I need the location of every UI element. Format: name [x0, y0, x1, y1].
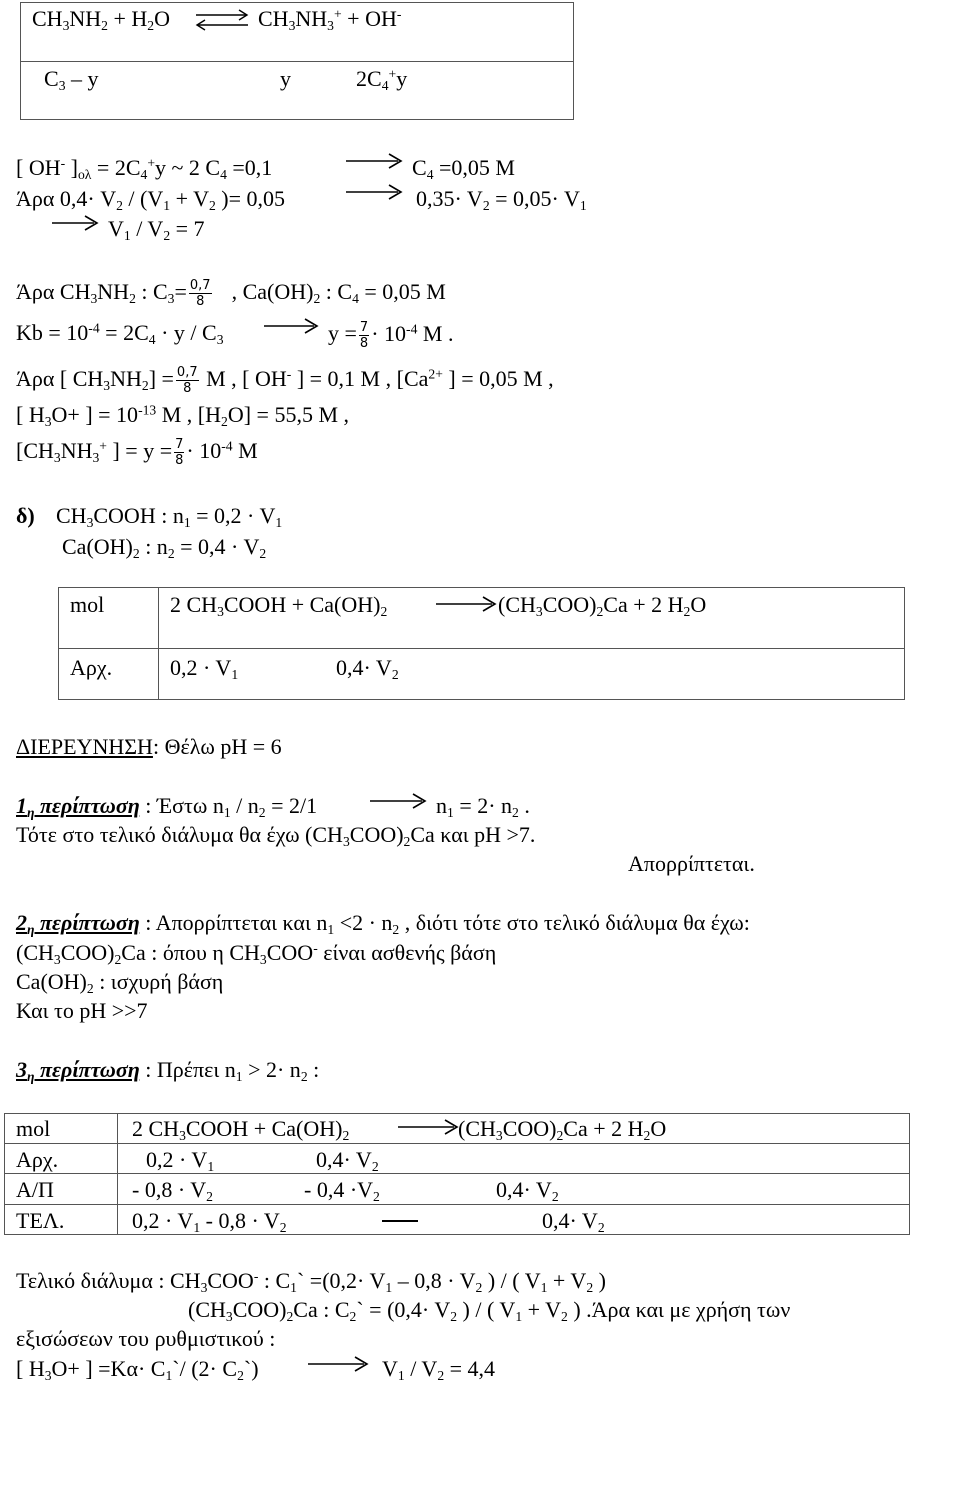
right-arrow-icon — [344, 181, 406, 203]
table2-reacted-label: Α/Π — [16, 1177, 54, 1202]
equilibrium-row2-c4y: $2C_4^+y$ — [356, 66, 408, 93]
equilibrium-double-arrow-icon — [192, 6, 252, 34]
table2-final-label: ΤΕΛ. — [16, 1208, 65, 1233]
table2-final-acid: $0,2 \cdot V_1 - 0,8 \cdot V_2$ — [132, 1208, 287, 1235]
volume-equation: $0,35\cdot V_2 = 0,05\cdot V_1$ — [416, 186, 587, 213]
ara-volumes-line: Άρα $0,4\cdot V_2 / (V_1 + V_2$ )= 0,05 — [16, 186, 286, 213]
final-solution-line2: $(CH_3COO)_2Ca$ : $C_2` = (0,4\cdot V_2$ ) / ( $V_1 + V_2$ ) .Άρα και με χρήση των — [188, 1297, 791, 1324]
kb-line: $Kb = 10^{-4} = 2C_4 \cdot y / C_3$ — [16, 320, 224, 347]
table2-row-divider — [4, 1204, 910, 1205]
ch3nh3-line: [$CH_3NH_3^+$ ] = y = $\frac{7}{8}$ · $10^{-4}$ M — [16, 437, 258, 468]
right-arrow-icon — [50, 212, 102, 234]
ara-concentrations-line: Άρα [ $CH_3NH_2$] = $\frac{0,7}{8}$ M , [ OH- ] = 0,1 M , [$Ca^{2+}$ ] = 0,05 M , — [16, 365, 554, 396]
delta-acetic-acid: $CH_3COOH$ : $n_1 = 0,2 \cdot V_1$ — [56, 503, 283, 530]
final-volume-ratio: $V_1 / V_2 = 4,4$ — [382, 1356, 496, 1383]
equilibrium-row2-y: y — [280, 66, 291, 91]
table2-column-divider — [117, 1113, 118, 1235]
table2-reactants: 2 $CH_3COOH + Ca(OH)_2$ — [132, 1116, 350, 1143]
table2-produced-salt: $0,4\cdot V_2$ — [496, 1177, 559, 1204]
delta-calcium-hydroxide: $Ca(OH)_2$ : $n_2 = 0,4 \cdot V_2$ — [62, 534, 267, 561]
case1-line: $1_\eta$ περίπτωση : Έστω $n_1 / n_2 = 2/1$ — [16, 793, 318, 820]
right-arrow-icon — [262, 315, 322, 337]
table2-final-salt: $0,4\cdot V_2$ — [542, 1208, 605, 1235]
final-solution-line3: εξισώσεων του ρυθμιστικού : — [16, 1326, 276, 1351]
case2-weak-base: $(CH_3COO)_2Ca$ : όπου η $CH_3COO^-$ είναι ασθενής βάση — [16, 940, 497, 967]
case2-ph: Και το pH >>7 — [16, 998, 148, 1023]
y-result: y = $\frac{7}{8}$ · $10^{-4}$ M . — [328, 320, 454, 351]
table2-reacted-acid: - $0,8 \cdot V_2$ — [132, 1177, 213, 1204]
equilibrium-row2-c3: $C_3$ – y — [44, 66, 99, 93]
case2-line: $2_\eta$ περίπτωση : Απορρίπτεται και $n_1 <2 \cdot n_2$ , διότι τότε στο τελικό διάλυμα θα έχω: — [16, 910, 750, 937]
case1-final-solution: Τότε στο τελικό διάλυμα θα έχω $(CH_3COO)_2Ca$ και pH >7. — [16, 822, 536, 849]
buffer-equation: [ $H_3O+$ ] $=K\alpha\cdot C_1`/$ $(2\cdot C_2`)$ — [16, 1356, 259, 1383]
fraction: $\frac{0,7}{8}$ — [189, 278, 211, 309]
right-arrow-icon — [396, 1116, 462, 1138]
table2-reacted-base: - $0,4 \cdot V_2$ — [304, 1177, 380, 1204]
table2-header-label: mol — [16, 1116, 51, 1141]
case1-rejected: Απορρίπτεται. — [628, 851, 755, 876]
table1-initial-label: Αρχ. — [70, 655, 113, 680]
right-arrow-icon — [368, 790, 430, 812]
delta-label: δ) — [16, 503, 35, 528]
fraction: $\frac{7}{8}$ — [175, 437, 184, 468]
h3o-line: [ $H_3O+$ ] = $10^{-13}$ M , $[H_2O] = 55,5$ M , — [16, 402, 350, 429]
table1-initial-acid: $0,2 \cdot V_1$ — [170, 655, 239, 682]
table2-initial-label: Αρχ. — [16, 1147, 59, 1172]
right-arrow-icon — [434, 593, 500, 615]
c4-result: $C_4 =0,05$ M — [412, 155, 515, 182]
equilibrium-reactants: $CH_3NH_2 + H_2O$ — [32, 6, 170, 33]
table2-row-divider — [4, 1173, 910, 1174]
oh-total-line: [ OH- ]$_{o\lambda} = 2C_4^+y$ ~ 2 $C_4 =0,1$ — [16, 155, 273, 182]
table1-products: $(CH_3COO)_2Ca + 2$ $H_2O$ — [498, 592, 707, 619]
table1-header-label: mol — [70, 592, 105, 617]
case2-strong-base: $Ca(OH)_2$ : ισχυρή βάση — [16, 969, 224, 996]
equilibrium-products: $CH_3NH_3^+ + OH^-$ — [258, 6, 402, 33]
table2-row-divider — [4, 1143, 910, 1144]
case3-line: $3_\eta$ περίπτωση : Πρέπει $n_1 > 2\cdot n_2$ : — [16, 1057, 320, 1084]
fraction: $\frac{7}{8}$ — [359, 320, 369, 351]
right-arrow-icon — [306, 1353, 372, 1375]
table1-reactants: 2 $CH_3COOH + Ca(OH)_2$ — [170, 592, 388, 619]
table1-column-divider — [158, 587, 159, 700]
table2-initial-acid: $0,2 \cdot V_1$ — [146, 1147, 215, 1174]
table1-row-divider — [58, 648, 905, 649]
top-box-divider — [20, 61, 574, 62]
fraction: $\frac{0,7}{8}$ — [176, 365, 198, 396]
table2-initial-base: $0,4\cdot V_2$ — [316, 1147, 379, 1174]
table1-initial-base: $0,4\cdot V_2$ — [336, 655, 399, 682]
table2-final-base-dash — [382, 1220, 418, 1222]
volume-ratio: $V_1 / V_2 = 7$ — [108, 216, 205, 243]
right-arrow-icon — [344, 150, 406, 172]
ara-c3-line: Άρα $CH_3NH_2$ : $C_3=$ $\frac{0,7}{8}$ , $Ca(OH)_2$ : $C_4 = 0,05$ M — [16, 278, 446, 309]
table2-products: $(CH_3COO)_2Ca + 2$ $H_2O$ — [458, 1116, 667, 1143]
case1-relation: $n_1 = 2\cdot n_2$ . — [436, 793, 530, 820]
research-line: ΔΙΕΡΕΥΝΗΣΗ: Θέλω pH = 6 — [16, 734, 282, 759]
final-solution-line1: Τελικό διάλυμα : $CH_3COO^-$ : $C_1` =(0,2\cdot V_1 - 0,8 \cdot V_2$ ) / ( $V_1 + V_2$ ) — [16, 1268, 606, 1295]
